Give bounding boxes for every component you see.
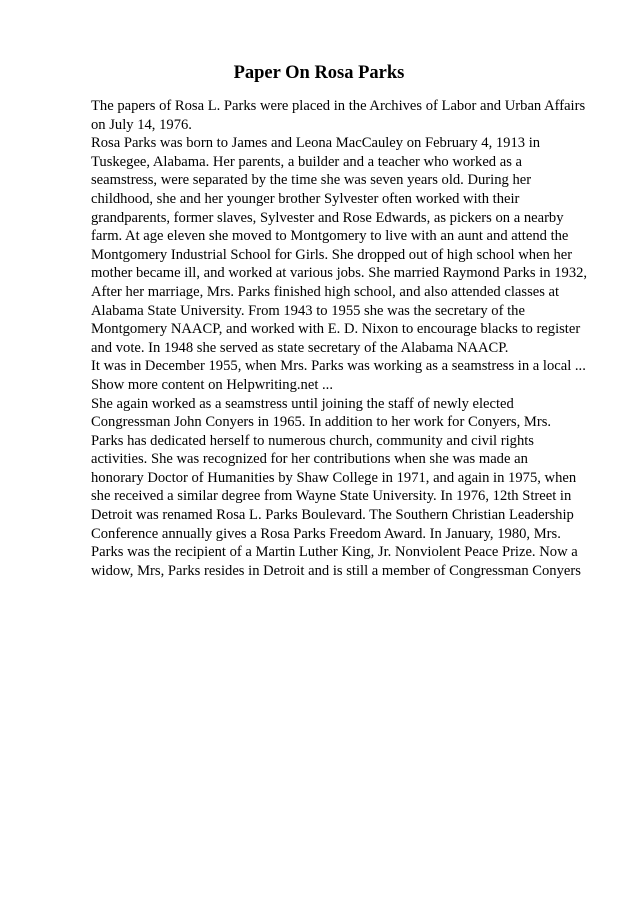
body-line: She again worked as a seamstress until joining the staff of newly elected [91, 395, 514, 412]
body-line: farm. At age eleven she moved to Montgomery to live with an aunt and attend the [91, 228, 569, 245]
body-line: Parks was the recipient of a Martin Luther King, Jr. Nonviolent Peace Prize. Now a [91, 544, 578, 561]
body-line: Montgomery NAACP, and worked with E. D. Nixon to encourage blacks to register [91, 321, 581, 338]
body-line: Detroit was renamed Rosa L. Parks Boulevard. The Southern Christian Leadership [91, 507, 574, 524]
show-more-link[interactable]: Show more content on Helpwriting.net ... [91, 376, 333, 393]
body-line: Rosa Parks was born to James and Leona MacCauley on February 4, 1913 in [91, 135, 541, 152]
body-line: After her marriage, Mrs. Parks finished high school, and also attended classes at [91, 283, 560, 300]
document-body [91, 97, 611, 580]
body-line: Congressman John Conyers in 1965. In addition to her work for Conyers, Mrs. [91, 414, 552, 431]
body-line: It was in December 1955, when Mrs. Parks was working as a seamstress in a local ... [91, 358, 586, 375]
body-line: childhood, she and her younger brother Sylvester often worked with their [91, 190, 520, 207]
body-line: on July 14, 1976. [91, 116, 192, 133]
body-line: and vote. In 1948 she served as state secretary of the Alabama NAACP. [91, 339, 509, 356]
body-line: Montgomery Industrial School for Girls. She dropped out of high school when her [91, 246, 573, 263]
body-line: The papers of Rosa L. Parks were placed in the Archives of Labor and Urban Affairs [91, 98, 586, 114]
body-line: Tuskegee, Alabama. Her parents, a builder and a teacher who worked as a [91, 153, 523, 170]
body-line: activities. She was recognized for her contributions when she was made an [91, 451, 528, 468]
document-title: Paper On Rosa Parks [233, 63, 405, 83]
body-line: mother became ill, and worked at various jobs. She married Raymond Parks in 1932, [91, 265, 588, 282]
body-line: she received a similar degree from Wayne State University. In 1976, 12th Street in [91, 488, 572, 505]
body-line: grandparents, former slaves, Sylvester and Rose Edwards, as pickers on a nearby [91, 209, 564, 226]
body-line: widow, Mrs, Parks resides in Detroit and is still a member of Congressman Conyers [91, 562, 581, 579]
body-line: honorary Doctor of Humanities by Shaw College in 1971, and again in 1975, when [91, 469, 577, 486]
body-line: Alabama State University. From 1943 to 1955 she was the secretary of the [91, 302, 525, 319]
body-line: Parks has dedicated herself to numerous church, community and civil rights [91, 432, 534, 449]
body-line: seamstress, were separated by the time she was seven years old. During her [91, 172, 532, 189]
body-line: Conference annually gives a Rosa Parks Freedom Award. In January, 1980, Mrs. [91, 525, 561, 542]
